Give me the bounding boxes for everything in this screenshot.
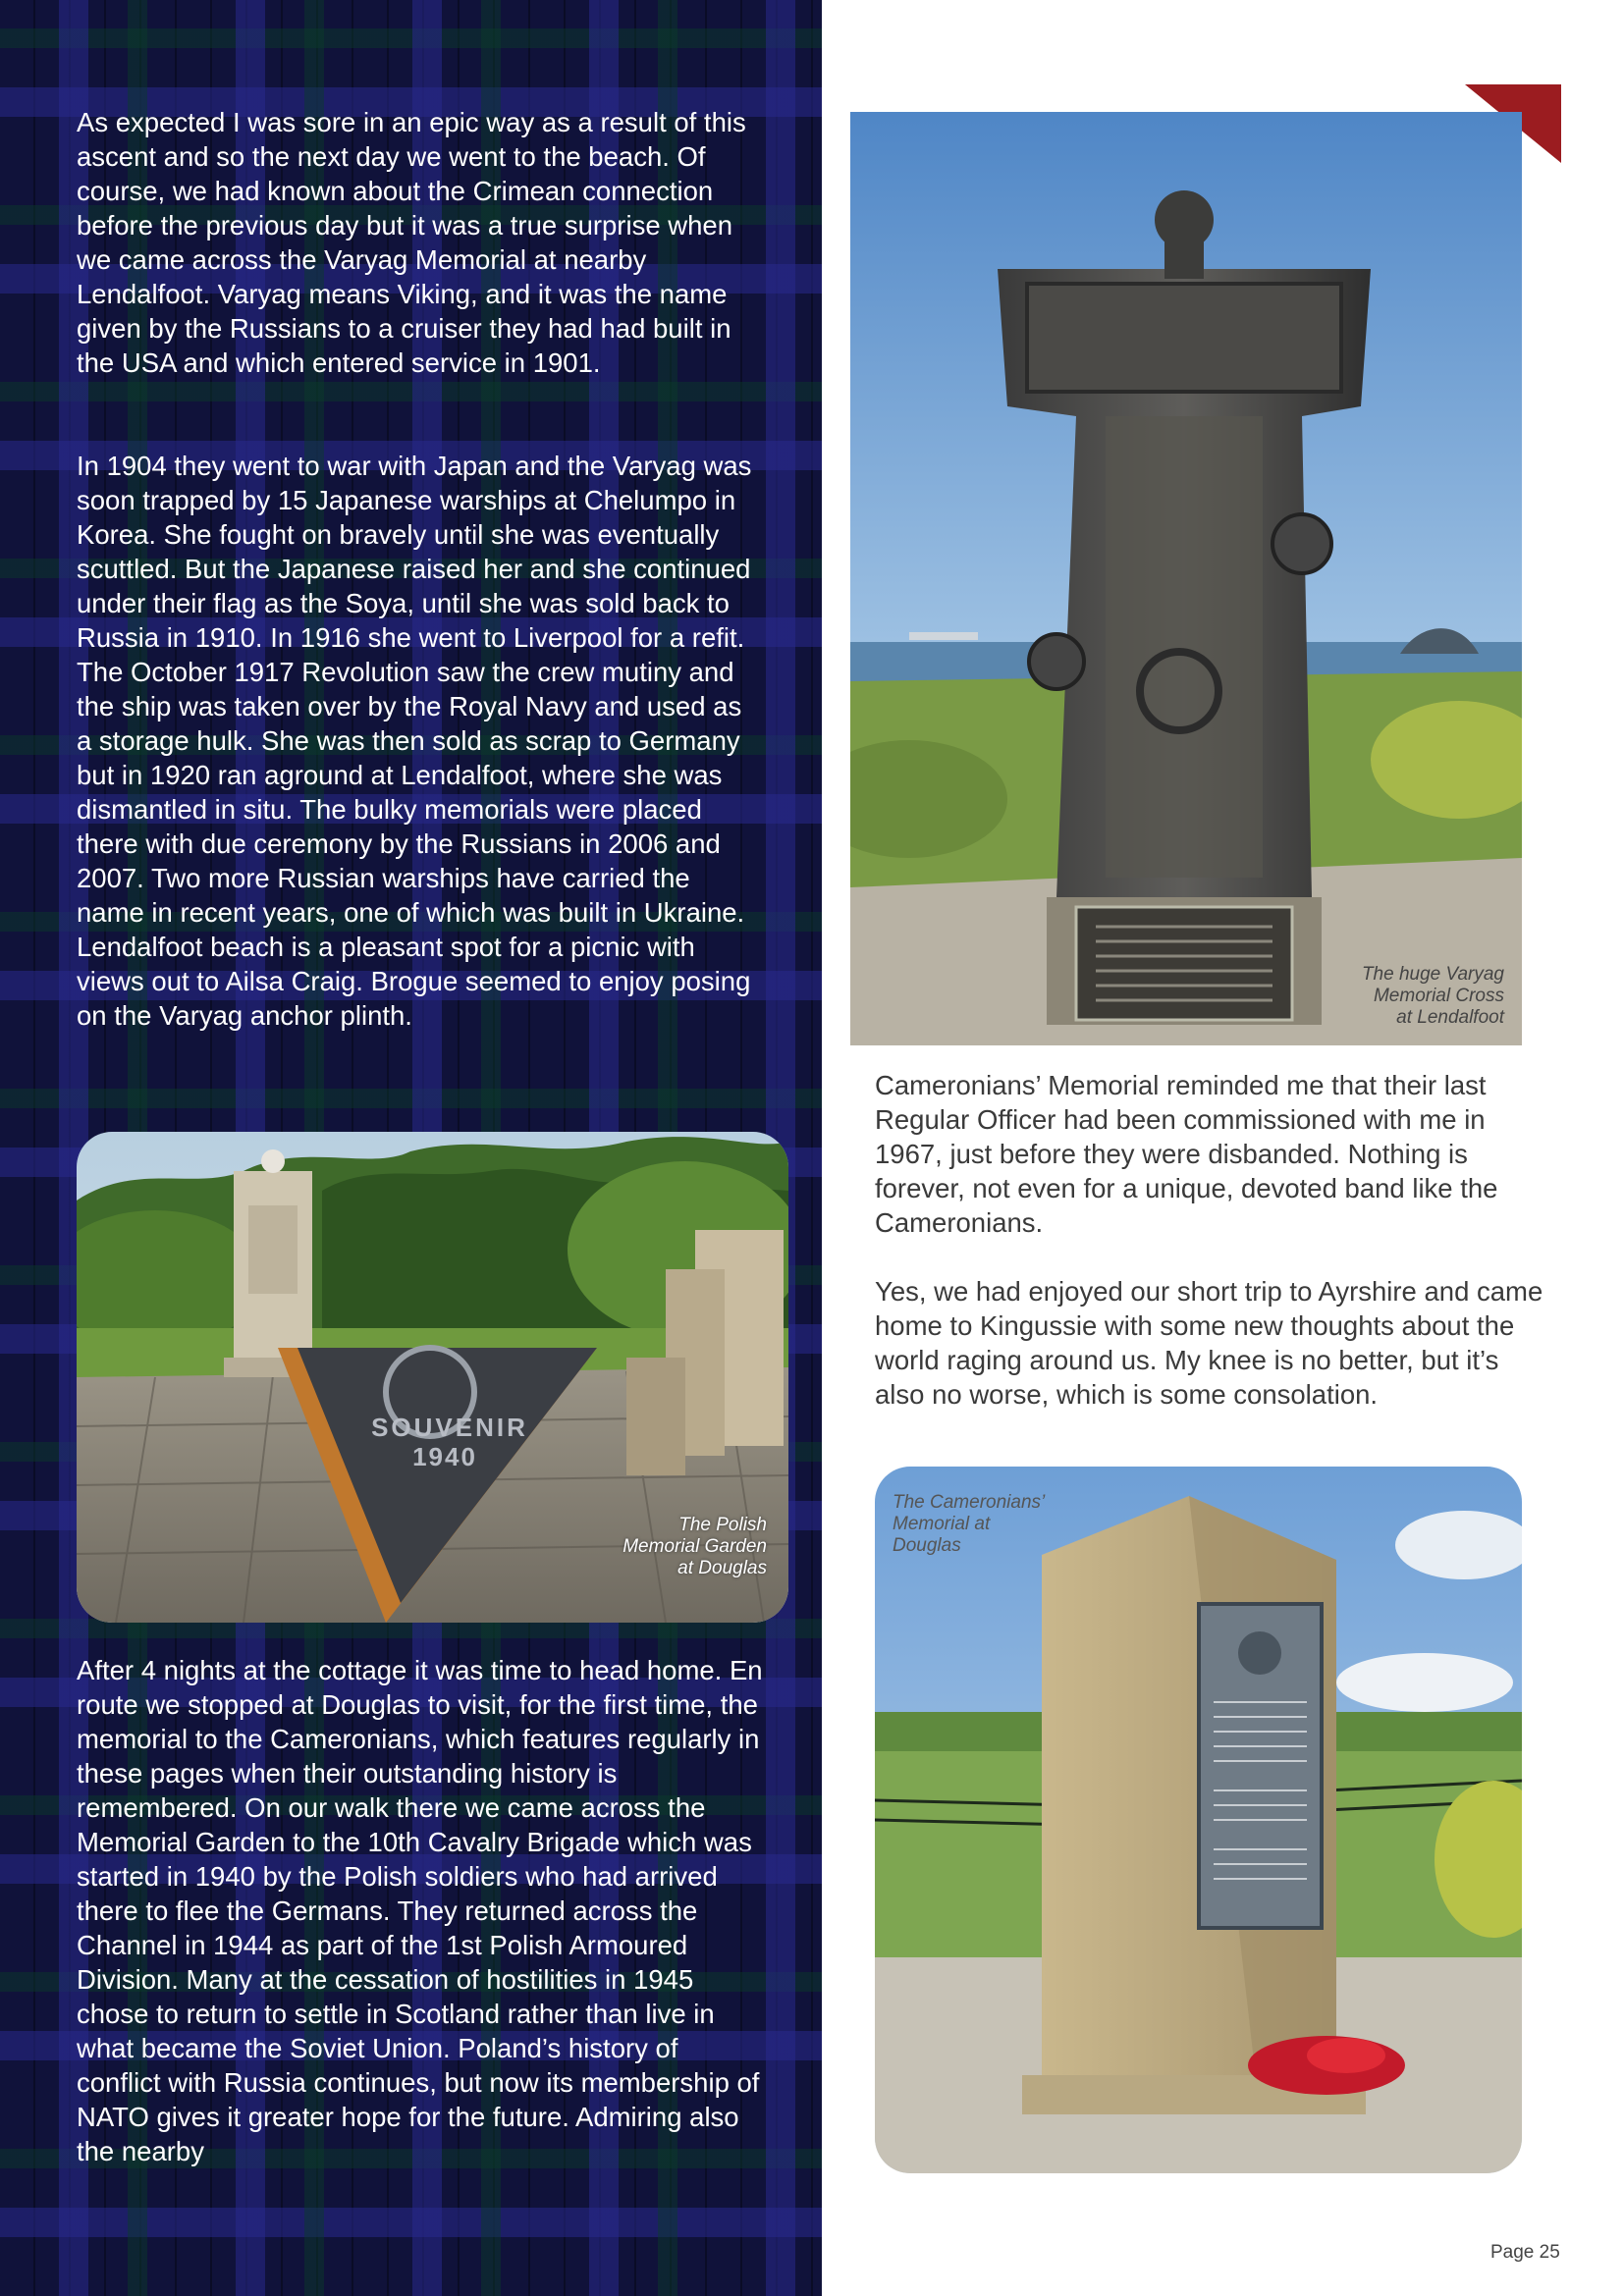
caption-line: at Lendalfoot (1396, 1007, 1504, 1028)
polish-photo-caption (623, 1515, 767, 1579)
caption-line: The Cameronians’ (893, 1492, 1046, 1513)
polish-memorial-photo (77, 1132, 788, 1623)
caption-line: The huge Varyag (1361, 964, 1504, 985)
article-paragraph-1: As expected I was sore in an epic way as a result of this ascent and so the next day we went to the beach. Of course, we had known about the Crimean connection before the previous day but it was a true surprise when we came across the Varyag Memorial at nearby Lendalfoot. Varyag means Viking, and it was the name given by the Russians to a cruiser they had had built in the USA and which entered service in 1901. (77, 107, 746, 378)
article-paragraph-3: After 4 nights at the cottage it was time to head home. En route we stopped at Douglas to visit, for the first time, the memorial to the Cameronians, which features regularly in these pages when their outstanding history is remembered. On our walk there we came across the Memorial Garden to the 10th Cavalry Brigade which was started in 1940 by the Polish soldiers who had arrived there to flee the Germans. They returned across the Channel in 1944 as part of the 1st Polish Armoured Division. Many at the cessation of hostilities in 1945 chose to return to settle in Scotland rather than live in what became the Soviet Union. Poland’s history of conflict with Russia continues, but now its membership of NATO gives it greater hope for the future. Admiring also the nearby (77, 1655, 763, 2166)
caption-line: at Douglas (677, 1558, 767, 1578)
caption-line: The Polish (678, 1515, 767, 1535)
article-paragraph-5: Yes, we had enjoyed our short trip to Ayrshire and came home to Kingussie with some new thoughts about the world raging around us. My knee is no better, but it’s also no worse, which is some consolation. (875, 1276, 1543, 1410)
varyag-photo-caption (1362, 964, 1504, 1029)
cameronians-photo-caption (893, 1492, 1045, 1557)
cameronians-memorial-photo (875, 1467, 1522, 2173)
caption-line: Memorial at (893, 1514, 991, 1534)
page-number: Page 25 (1490, 2242, 1560, 2263)
caption-line: Memorial Cross (1373, 986, 1504, 1006)
caption-line: Memorial Garden (623, 1536, 767, 1557)
article-paragraph-2: In 1904 they went to war with Japan and the Varyag was soon trapped by 15 Japanese warships at Chelumpo in Korea. She fought on bravely until she was eventually scuttled. But the Japanese raised her and she continued under their flag as the Soya, until she was sold back to Russia in 1910. In 1916 she went to Liverpool for a refit. The October 1917 Revolution saw the crew mutiny and the ship was taken over by the Royal Navy and used as a storage hulk. She was then sold as scrap to Germany but in 1920 ran aground at Lendalfoot, where she was dismantled in situ. The bulky memorials were placed there with due ceremony by the Russians in 2006 and 2007. Two more Russian warships have carried the name in recent years, one of which was built in Ukraine. Lendalfoot beach is a pleasant spot for a picnic with views out to Ailsa Craig. Brogue seemed to enjoy posing on the Varyag anchor plinth. (77, 451, 752, 1031)
varyag-memorial-photo (850, 112, 1522, 1045)
stone-year-text: 1940 (412, 1442, 477, 1471)
article-paragraph-4: Cameronians’ Memorial reminded me that their last Regular Officer had been commissioned with me in 1967, just before they were disbanded. Nothing is forever, not even for a unique, devoted band like the Cameronians. (875, 1070, 1498, 1238)
caption-line: Douglas (893, 1535, 961, 1556)
stone-souvenir-text: SOUVENIR (371, 1413, 528, 1442)
